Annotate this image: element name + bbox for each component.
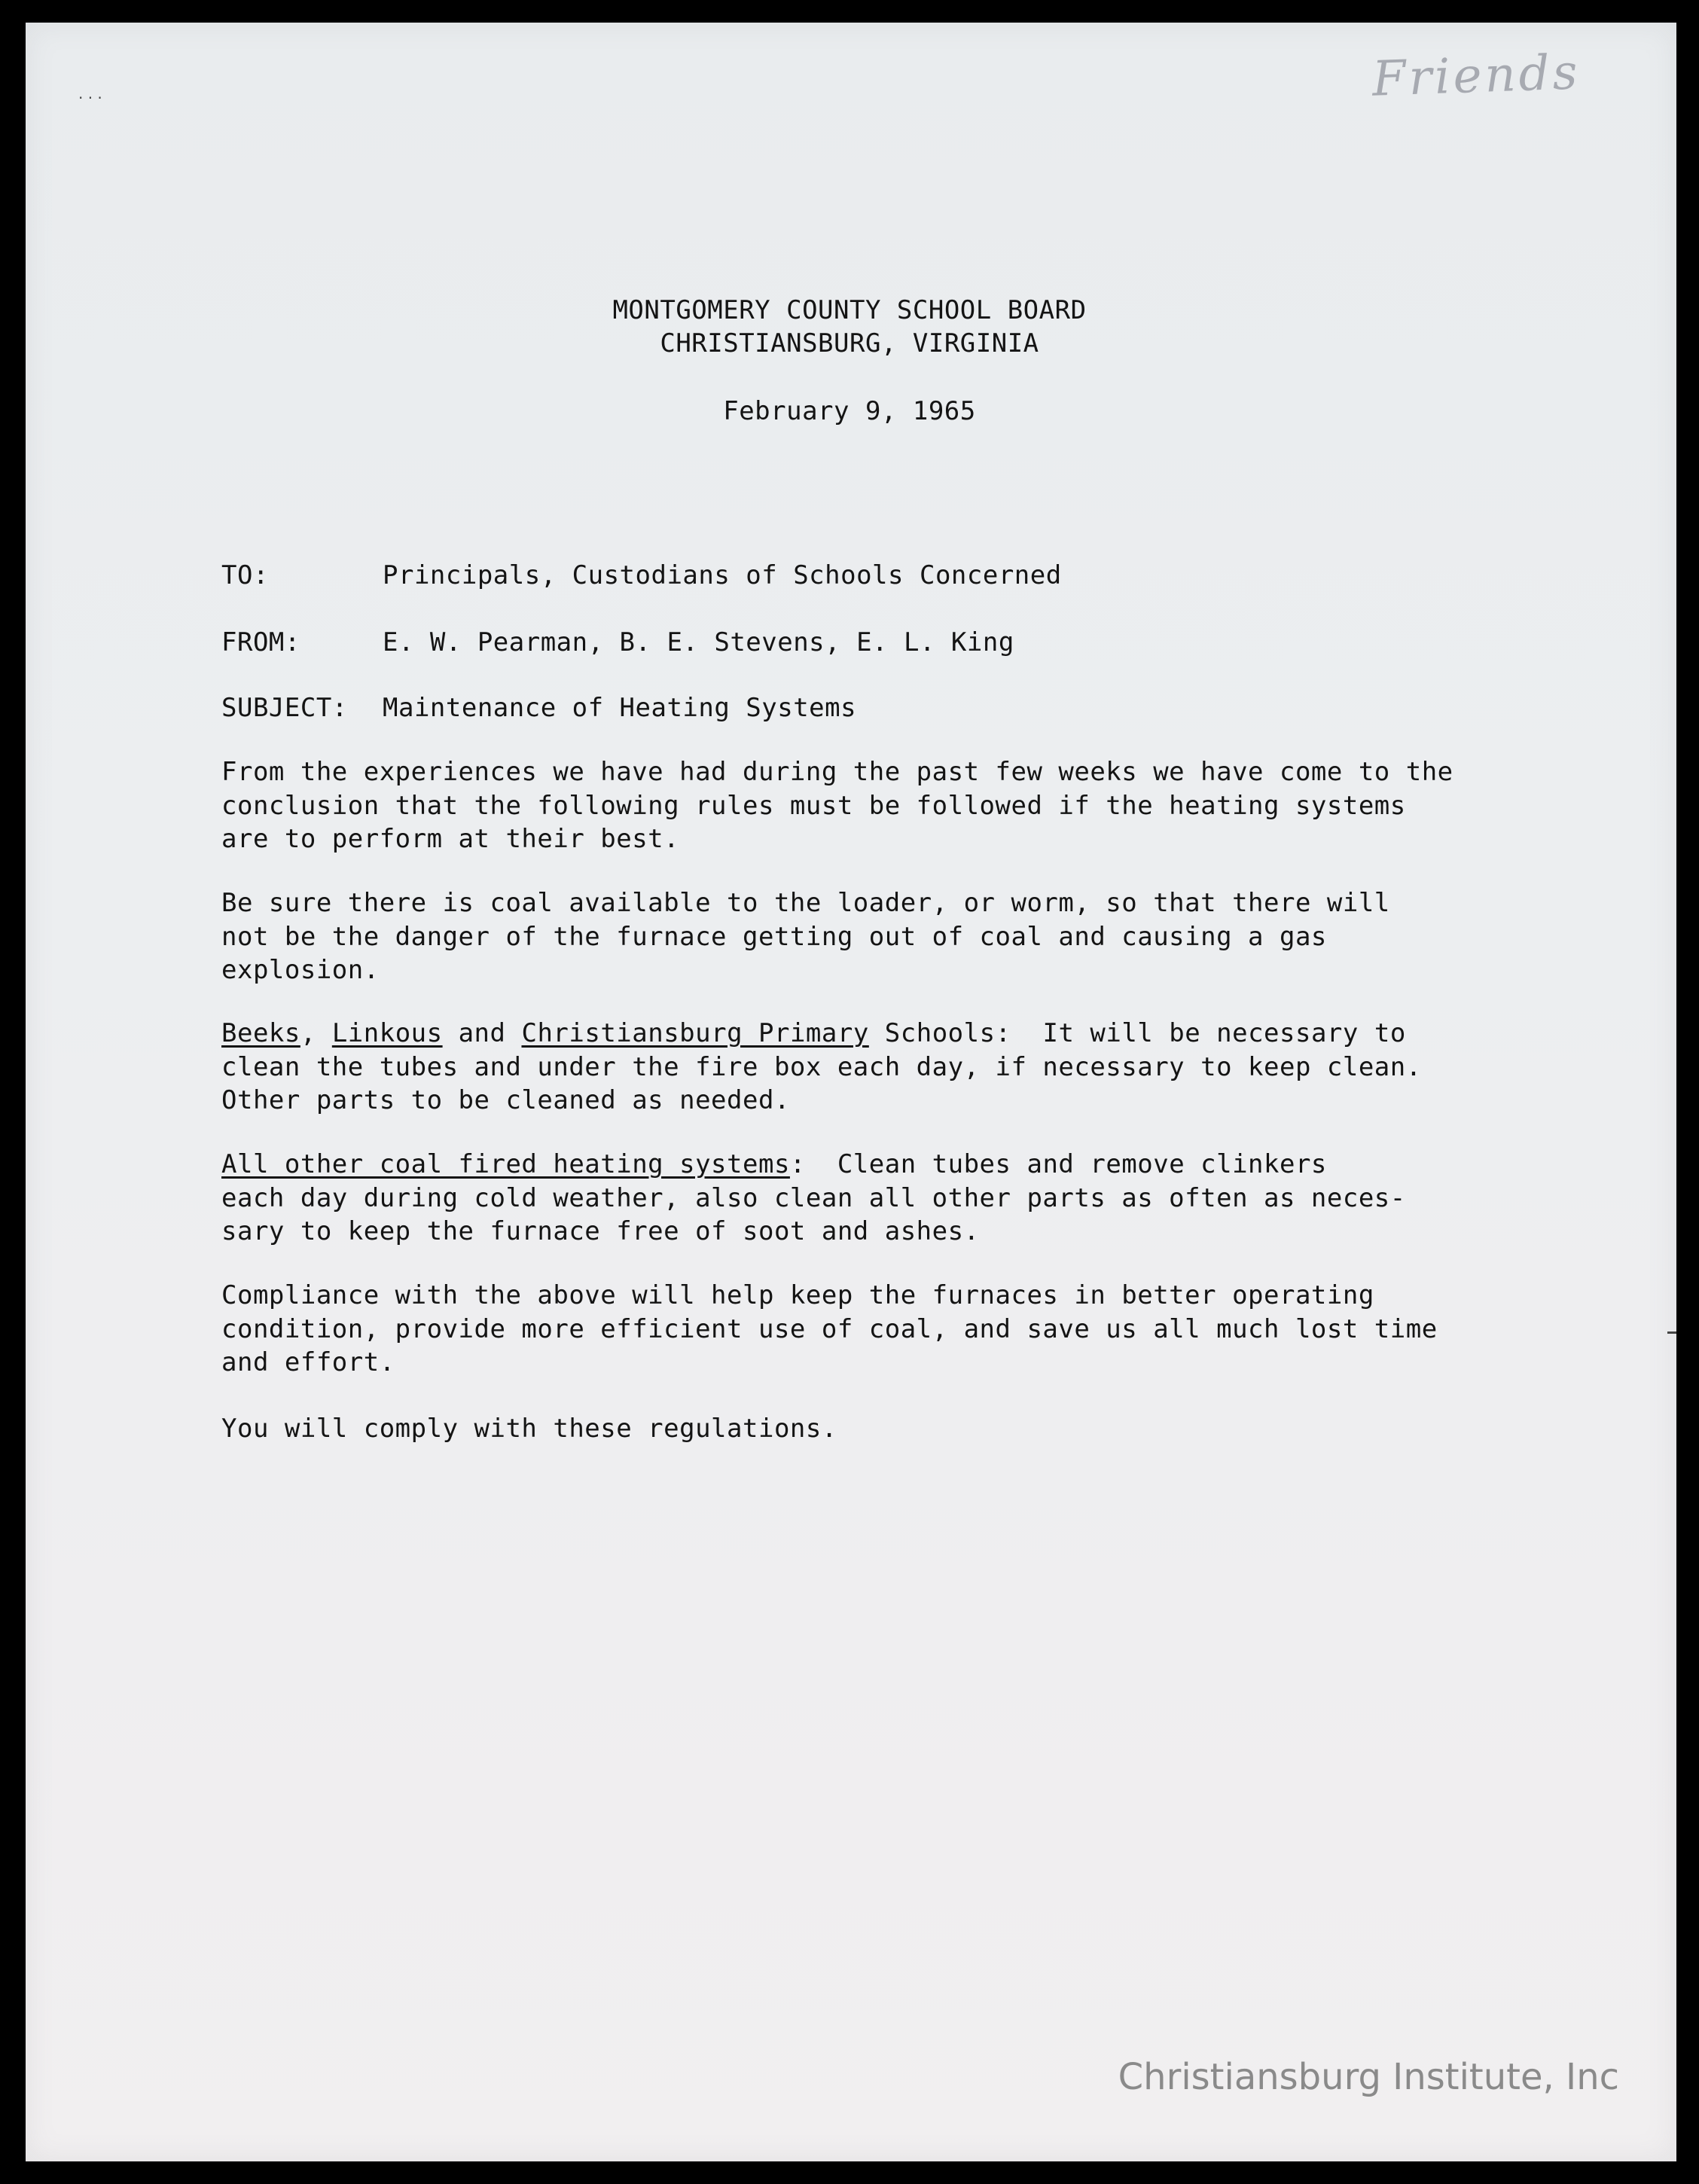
- body-paragraph-6: You will comply with these regulations.: [221, 1414, 837, 1444]
- paragraph-4-text: : Clean tubes and remove clinkers each day during cold weather, also clean all other parts as often as neces- sary to keep the furnace free of soot and ashes.: [221, 1149, 1406, 1246]
- to-value: Principals, Custodians of Schools Concerned: [383, 560, 1062, 590]
- separator-text: and: [442, 1018, 522, 1048]
- body-paragraph-3: [221, 1017, 1422, 1118]
- paragraph-4-heading: All other coal fired heating systems: [221, 1149, 790, 1179]
- body-paragraph-5: Compliance with the above will help keep the furnaces in better operating condition, provide more efficient use of coal, and save us all much lost time and effort.: [221, 1280, 1438, 1377]
- letterhead-line-1: MONTGOMERY COUNTY SCHOOL BOARD: [612, 295, 1087, 325]
- paragraph-3-text: Schools: It will be necessary to clean the tubes and under the fire box each day, if necessary to keep clean. Other parts to be cleaned as needed.: [221, 1018, 1422, 1115]
- paper-edge-mark: [1667, 1331, 1676, 1334]
- subject-label: SUBJECT:: [221, 693, 348, 723]
- body-paragraph-2: Be sure there is coal available to the loader, or worm, so that there will not be the danger of the furnace getting out of coal and causing a gas explosion.: [221, 888, 1390, 985]
- paper-specks: · · ·: [78, 89, 102, 107]
- body-paragraph-4: [221, 1148, 1406, 1249]
- letterhead-line-2: CHRISTIANSBURG, VIRGINIA: [660, 328, 1039, 358]
- school-christiansburg-primary: Christiansburg Primary: [521, 1018, 869, 1048]
- memo-subject: [221, 693, 856, 723]
- watermark: Christiansburg Institute, Inc: [1118, 2056, 1619, 2098]
- memo-to: [221, 560, 1062, 590]
- school-linkous: Linkous: [331, 1018, 443, 1048]
- handwritten-note: Friends: [1371, 44, 1582, 108]
- from-value: E. W. Pearman, B. E. Stevens, E. L. King: [383, 627, 1014, 657]
- from-label: FROM:: [221, 627, 300, 657]
- to-label: TO:: [221, 560, 269, 590]
- school-beeks: Beeks: [221, 1018, 300, 1048]
- memo-from: [221, 627, 1014, 657]
- body-paragraph-1: From the experiences we have had during the past few weeks we have come to the conclusion that the following rules must be followed if the heating systems are to perform at their best.: [221, 757, 1453, 854]
- memo-date: February 9, 1965: [723, 396, 976, 426]
- subject-value: Maintenance of Heating Systems: [383, 693, 857, 723]
- separator-text: ,: [300, 1018, 332, 1048]
